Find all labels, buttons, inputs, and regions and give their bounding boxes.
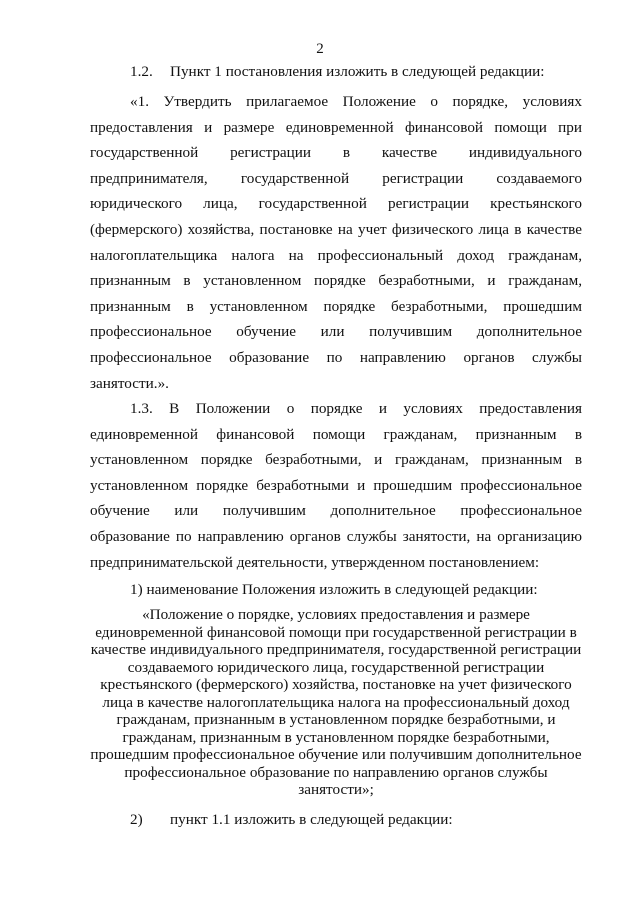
quoted-title-block: «Положение о порядке, условиях предоставления и размере единовременной финансовой помощи при государственной регистрации в качестве индивидуального предпринимателя, государственной регистрации создаваемого юридического лица, государственной регистрации крестьянского (фермерского) хозяйства, постановке на учет физического лица в качестве налогоплательщика налога на профессиональный доход гражданам, признанным в установленном порядке безработными, и гражданам, признанным в установленном порядке безработными, прошедшим профессиональное обучение или получившим дополнительное профессиональное образование по направлению органов службы занятости»;: [90, 606, 582, 798]
item-1-2-text: Пункт 1 постановления изложить в следующей редакции:: [170, 63, 545, 80]
page-number: 2: [316, 41, 324, 57]
quoted-paragraph-1: «1. Утвердить прилагаемое Положение о порядке, условиях предоставления и размере единовременной финансовой помощи при государственной регистрации в качестве индивидуального предпринимателя, государственной регистрации создаваемого юридического лица, государственной регистрации крестьянского (фермерского) хозяйства, постановке на учет физического лица в качестве налогоплательщика налога на профессиональный доход гражданам, признанным в установленном порядке безработными, и гражданам, признанным в установленном порядке безработными, прошедшим профессиональное обучение или получившим дополнительное профессиональное образование по направлению органов службы занятости.».: [90, 93, 582, 392]
item-1-2-number: 1.2.: [130, 63, 153, 80]
item-1-3-paragraph: 1.3. В Положении о порядке и условиях предоставления единовременной финансовой помощи гражданам, признанным в установленном порядке безработными, и гражданам, признанным в установленном порядке безработными и прошедшим профессиональное обучение или получившим дополнительное профессиональное образование по направлению органов службы занятости, на организацию предпринимательской деятельности, утвержденном постановлением:: [90, 400, 582, 571]
item-1-2-heading: [130, 62, 545, 82]
subitem-2-heading: [130, 810, 453, 830]
subitem-2-number: 2): [130, 811, 143, 828]
subitem-2-text: пункт 1.1 изложить в следующей редакции:: [170, 811, 453, 828]
subitem-1-heading: 1) наименование Положения изложить в следующей редакции:: [130, 581, 538, 598]
